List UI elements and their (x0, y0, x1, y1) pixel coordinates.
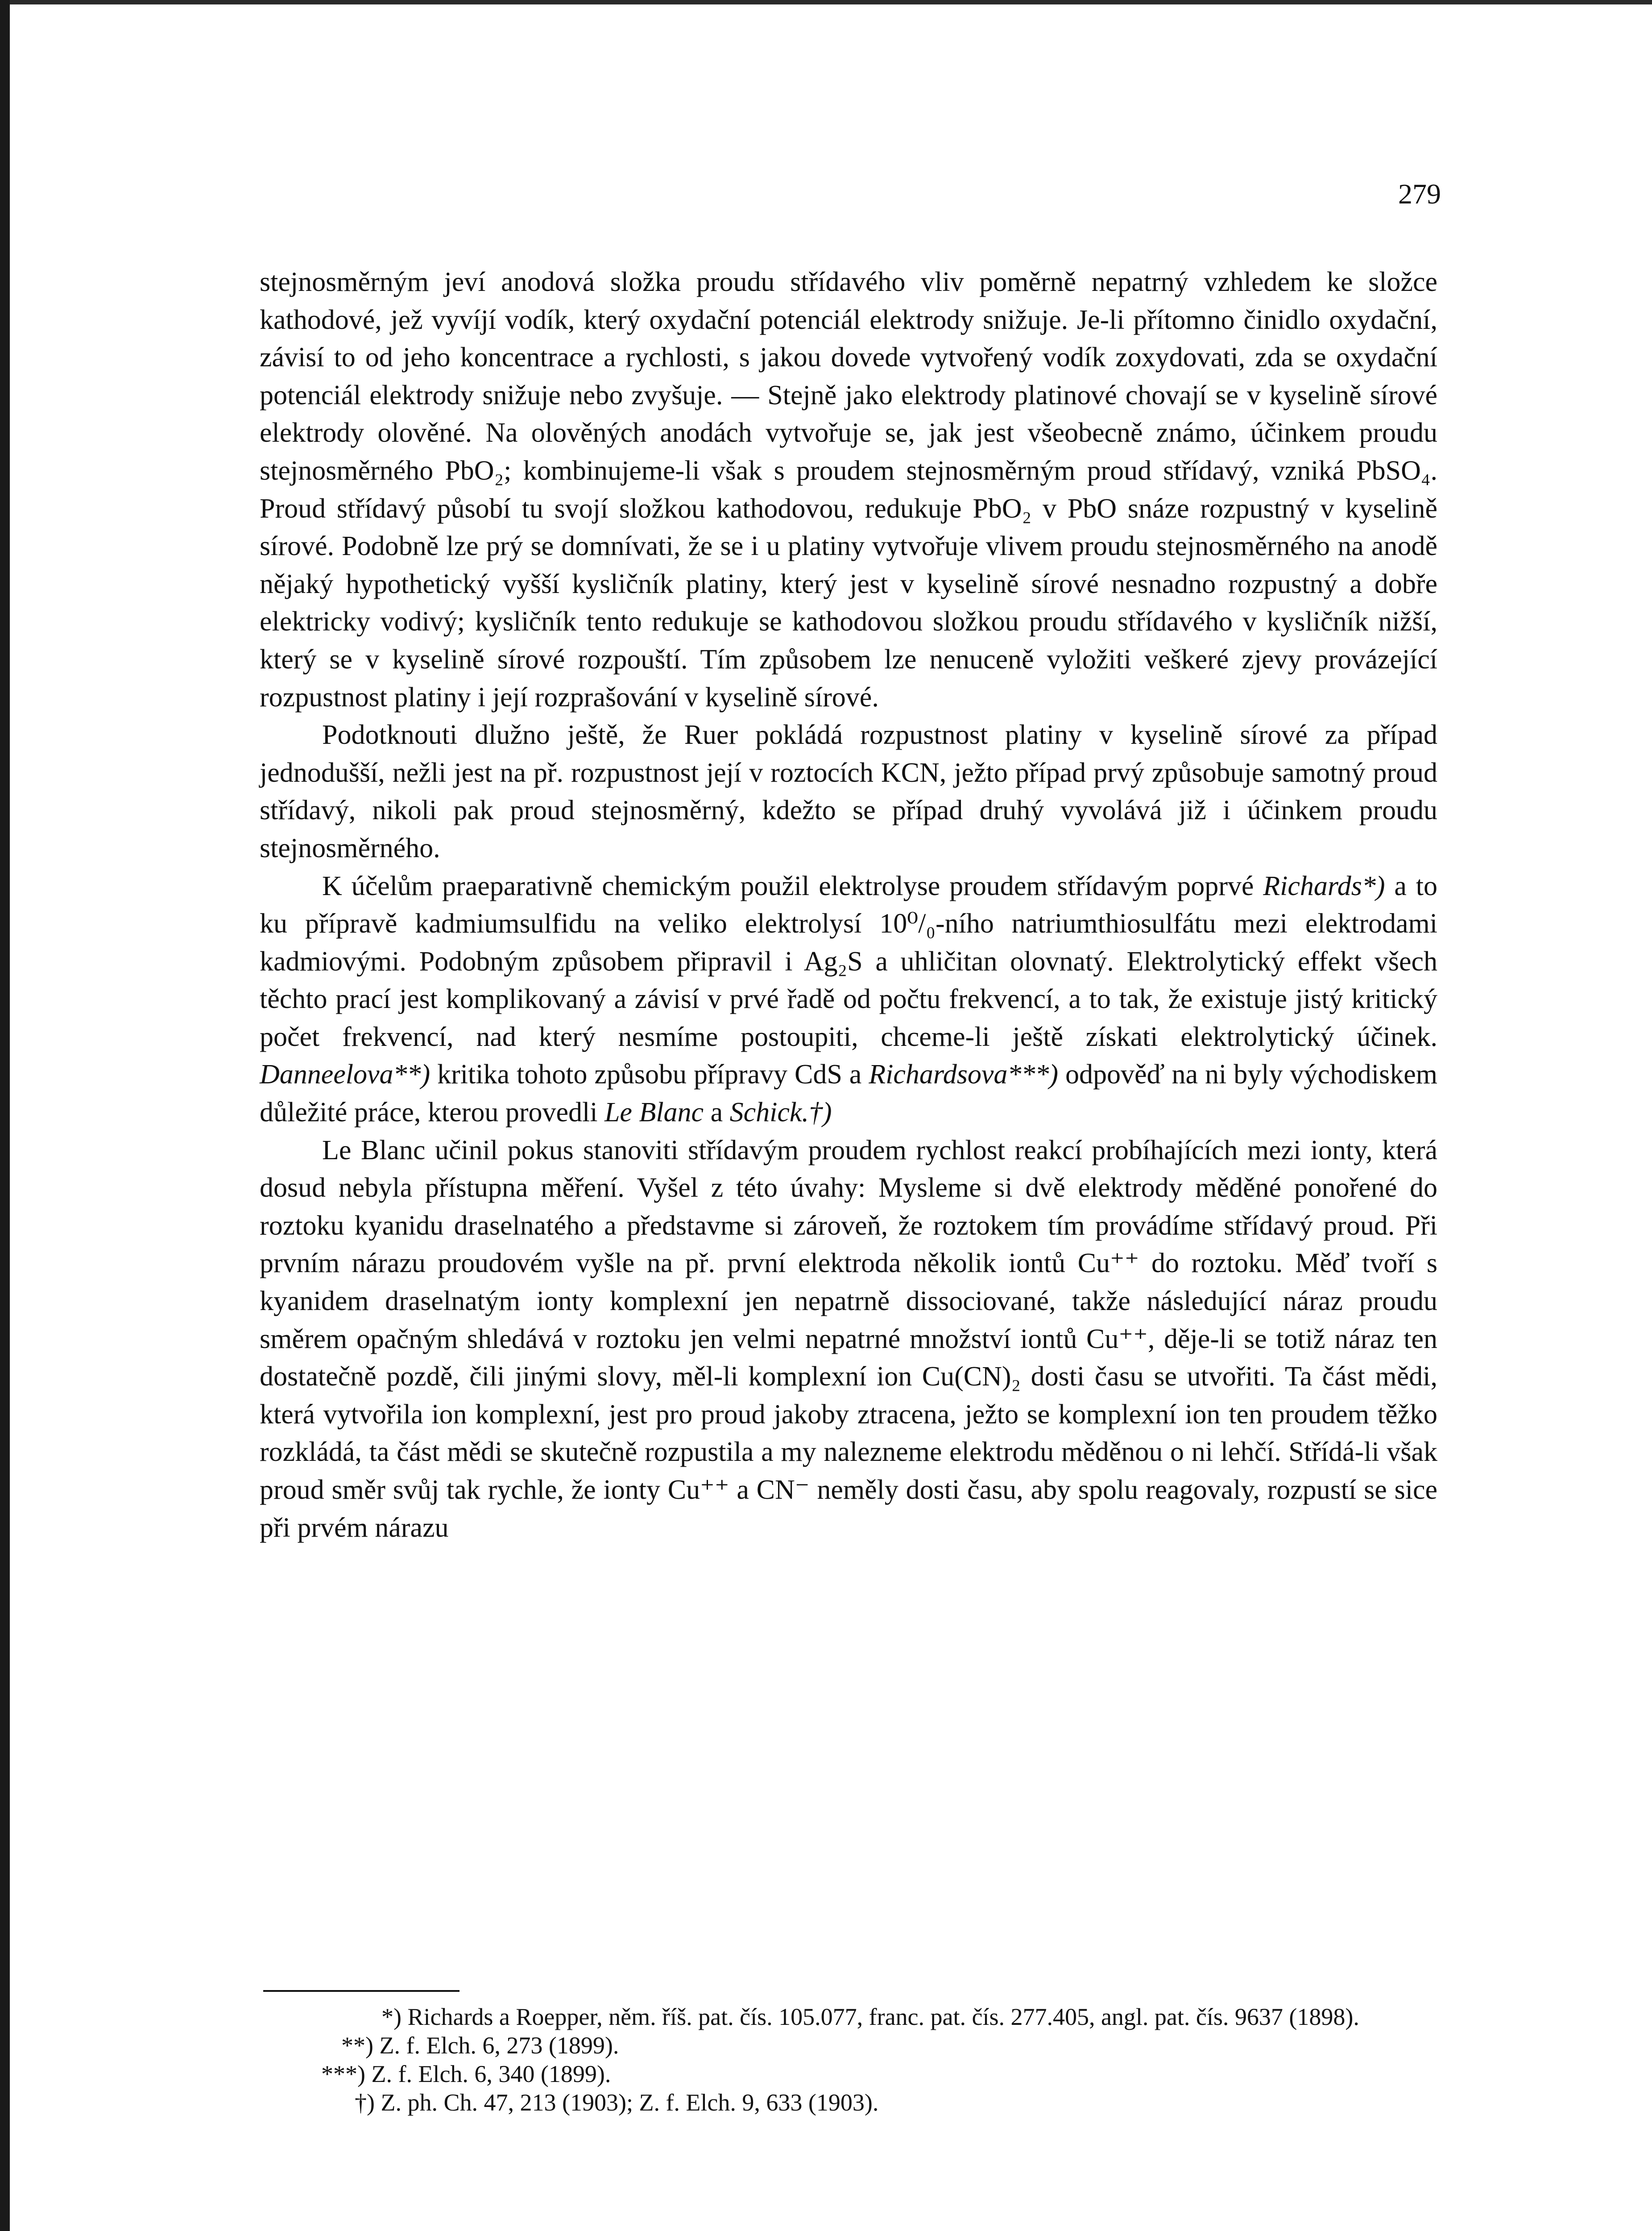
author-schick: Schick.†) (729, 1097, 832, 1128)
author-richardsova: Richardsova***) (869, 1059, 1059, 1090)
footnote-1: *) Richards a Roepper, něm. říš. pat. čís. 105.077, franc. pat. čís. 277.405, angl. pat. čís. 9637 (1898). (381, 2003, 1359, 2030)
author-danneel: Danneelova**) (260, 1059, 431, 1090)
paragraph-2: Podotknouti dlužno ještě, že Ruer pokládá rozpustnost platiny v kyselině sírové za případ jednodušší, nežli jest na př. rozpustnost její v roztocích KCN, ježto případ prvý způsobuje samotný proud střídavý, nikoli pak proud stejnosměrný, kdežto se případ druhý vyvolává již i účinkem proudu stejnosměrného. (260, 720, 1437, 863)
paragraph-3-text-b: a to ku přípravě kadmiumsulfidu na veliko elektrolysí 10⁰/₀-ního natriumthiosulfátu mezi elektrodami kadmiovými. Podobným způsobem připravil i Ag₂S a uhličitan olovnatý. Elektrolytický effekt všech těchto prací jest komplikovaný a závisí v prvé řadě od počtu frekvencí, a to tak, že existuje jistý kritický počet frekvencí, nad který nesmíme postoupiti, chceme-li ještě získati elektrolytický účinek. (260, 871, 1437, 1052)
paragraph-3 (260, 867, 1437, 1132)
paragraph-3-text-a: K účelům praeparativně chemickým použil elektrolyse proudem střídavým poprvé (322, 871, 1263, 901)
footnotes (263, 2003, 1437, 2117)
author-le-blanc: Le Blanc (604, 1097, 704, 1128)
author-richards: Richards*) (1263, 871, 1385, 901)
paragraph-1: stejnosměrným jeví anodová složka proudu střídavého vliv poměrně nepatrný vzhledem ke složce kathodové, jež vyvíjí vodík, který oxydační potenciál elektrody snižuje. Je-li přítomno činidlo oxydační, závisí to od jeho koncentrace a rychlosti, s jakou dovede vytvořený vodík zoxydovati, zda se oxydační potenciál elektrody snižuje nebo zvyšuje. — Stejně jako elektrody platinové chovají se v kyselině sírové elektrody olověné. Na olověných anodách vytvořuje se, jak jest všeobecně známo, účinkem proudu stejnosměrného PbO₂; kombinujeme-li však s proudem stejnosměrným proud střídavý, vzniká PbSO₄. Proud střídavý působí tu svojí složkou kathodovou, redukuje PbO₂ v PbO snáze rozpustný v kyselině sírové. Podobně lze prý se domnívati, že se i u platiny vytvořuje vlivem proudu stejnosměrného na anodě nějaký hypothetický vyšší kysličník platiny, který jest v kyselině sírové nesnadno rozpustný a dobře elektricky vodivý; kysličník tento redukuje se kathodovou složkou proudu střídavého v kysličník nižší, který se v kyselině sírové rozpouští. Tím způsobem lze nenuceně vyložiti veškeré zjevy provázející rozpustnost platiny i její rozprašování v kyselině sírové. (260, 267, 1437, 713)
scan-border-left (0, 0, 10, 2231)
body-text (260, 263, 1437, 1547)
paragraph-3-text-d: odpověď na ni byly východiskem důležité práce, kterou provedli (260, 1059, 1438, 1128)
footnote-3: ***) Z. f. Elch. 6, 340 (1899). (321, 2061, 611, 2087)
page-number: 279 (1398, 178, 1441, 210)
scan-border-top (0, 0, 1652, 4)
paragraph-3-text-e: a (704, 1097, 730, 1128)
footnote-divider (263, 1990, 460, 1992)
paragraph-3-text-c: kritika tohoto způsobu přípravy CdS a (430, 1059, 869, 1090)
paragraph-4: Le Blanc učinil pokus stanoviti střídavým proudem rychlost reakcí probíhajících mezi ionty, která dosud nebyla přístupna měření. Vyšel z této úvahy: Mysleme si dvě elektrody měděné ponořené do roztoku kyanidu draselnatého a představme si zároveň, že roztokem tím provádíme střídavý proud. Při prvním nárazu proudovém vyšle na př. první elektroda několik iontů Cu⁺⁺ do roztoku. Měď tvoří s kyanidem draselnatým ionty komplexní jen nepatrně dissociované, takže následující náraz proudu směrem opačným shledává v roztoku jen velmi nepatrné množství iontů Cu⁺⁺, děje-li se totiž náraz ten dostatečně pozdě, čili jinými slovy, měl-li komplexní ion Cu(CN)₂ dosti času se utvořiti. Ta část mědi, která vytvořila ion komplexní, jest pro proud jakoby ztracena, ježto se komplexní ion ten proudem těžko rozkládá, ta část mědi se skutečně rozpustila a my nalezneme elektrodu měděnou o ni lehčí. Střídá-li však proud směr svůj tak rychle, že ionty Cu⁺⁺ a CN⁻ neměly dosti času, aby spolu reagovaly, rozpustí se sice při prvém nárazu (260, 1135, 1437, 1543)
footnote-4: †) Z. ph. Ch. 47, 213 (1903); Z. f. Elch. 9, 633 (1903). (355, 2089, 879, 2116)
footnote-2: **) Z. f. Elch. 6, 273 (1899). (341, 2032, 619, 2059)
